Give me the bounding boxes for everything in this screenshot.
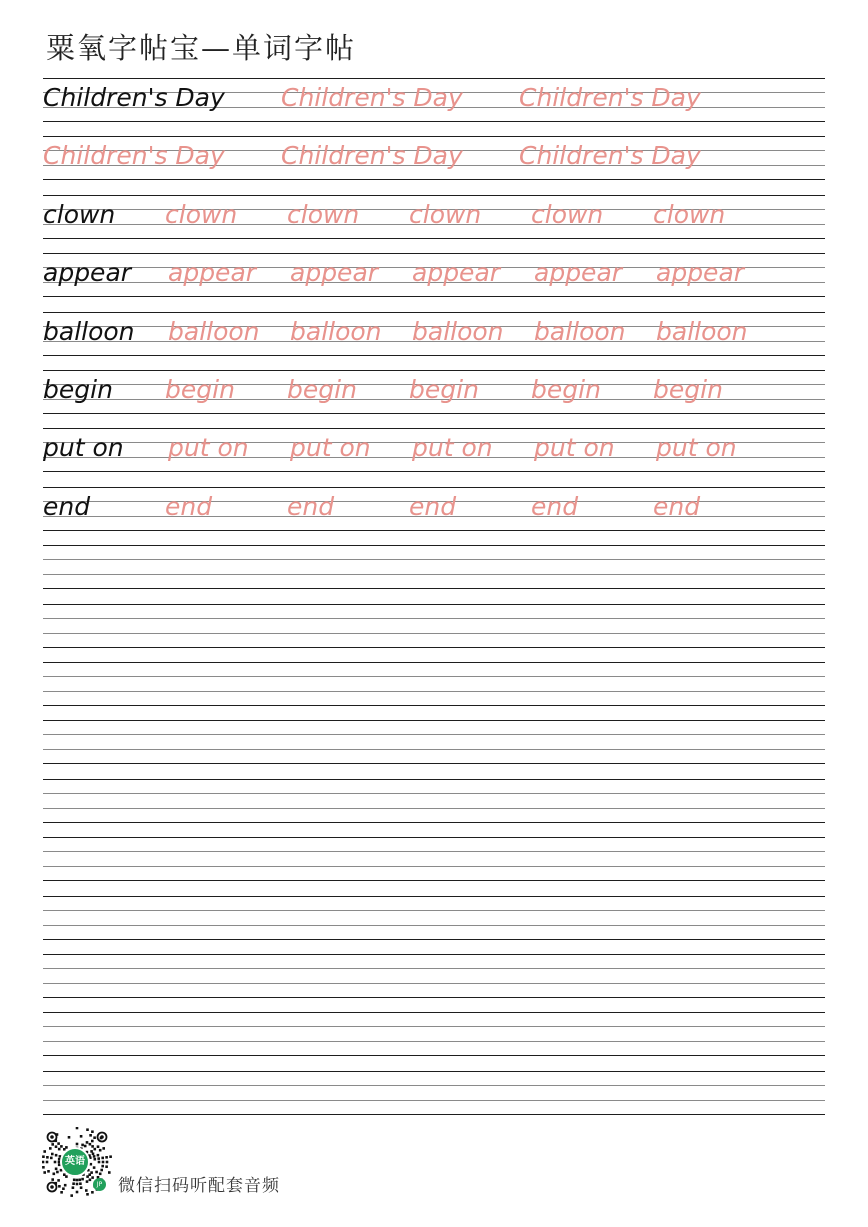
guide-line <box>43 779 825 780</box>
guide-line <box>43 238 825 239</box>
writing-row[interactable] <box>43 428 825 472</box>
qr-center-logo: 英语 <box>60 1147 90 1177</box>
model-word: clown <box>43 199 116 229</box>
guide-line <box>43 618 825 619</box>
guide-line <box>43 968 825 969</box>
guide-line <box>43 851 825 852</box>
trace-word: clown <box>531 199 604 229</box>
trace-word: balloon <box>412 316 504 346</box>
footer <box>40 1127 340 1199</box>
trace-word: begin <box>409 375 479 404</box>
guide-line <box>43 939 825 940</box>
guide-line <box>43 983 825 984</box>
guide-line <box>43 676 825 677</box>
guide-line <box>43 1041 825 1042</box>
trace-word: clown <box>165 199 238 229</box>
model-word: begin <box>43 375 113 404</box>
guide-line <box>43 355 825 356</box>
guide-line <box>43 662 825 663</box>
guide-line <box>43 1071 825 1072</box>
guide-line <box>43 253 825 254</box>
guide-line <box>43 896 825 897</box>
guide-line <box>43 1085 825 1086</box>
guide-line <box>43 837 825 838</box>
guide-line <box>43 866 825 867</box>
guide-line <box>43 78 825 79</box>
writing-row[interactable] <box>43 136 825 180</box>
guide-line <box>43 136 825 137</box>
guide-line <box>43 604 825 605</box>
guide-line <box>43 925 825 926</box>
trace-word: end <box>531 491 579 521</box>
model-word: balloon <box>43 316 135 346</box>
guide-line <box>43 647 825 648</box>
writing-row[interactable] <box>43 370 825 414</box>
writing-row-blank[interactable] <box>43 1012 825 1056</box>
writing-row[interactable] <box>43 195 825 239</box>
trace-word: clown <box>653 199 726 229</box>
writing-row[interactable] <box>43 312 825 356</box>
trace-word: put on <box>290 433 371 463</box>
writing-row-blank[interactable] <box>43 545 825 589</box>
trace-word: begin <box>531 375 601 404</box>
trace-word: Children's Day <box>281 141 463 171</box>
writing-row-blank[interactable] <box>43 1071 825 1115</box>
guide-line <box>43 530 825 531</box>
trace-word: balloon <box>290 316 382 346</box>
guide-line <box>43 370 825 371</box>
guide-line <box>43 312 825 313</box>
writing-row-blank[interactable] <box>43 662 825 706</box>
guide-line <box>43 195 825 196</box>
writing-row-blank[interactable] <box>43 896 825 940</box>
writing-row[interactable] <box>43 487 825 531</box>
trace-word: Children's Day <box>519 141 701 171</box>
guide-line <box>43 808 825 809</box>
trace-word: appear <box>534 258 623 288</box>
guide-line <box>43 749 825 750</box>
trace-word: Children's Day <box>281 83 463 112</box>
guide-line <box>43 574 825 575</box>
guide-line <box>43 1055 825 1056</box>
guide-line <box>43 705 825 706</box>
guide-line <box>43 880 825 881</box>
guide-line <box>43 428 825 429</box>
guide-line <box>43 413 825 414</box>
trace-word: end <box>653 491 701 521</box>
trace-word: put on <box>168 433 249 463</box>
trace-word: end <box>165 491 213 521</box>
guide-line <box>43 1026 825 1027</box>
footer-caption: 微信扫码听配套音频 <box>118 1176 280 1196</box>
trace-word: end <box>409 491 457 521</box>
trace-word: Children's Day <box>519 83 701 112</box>
trace-word: clown <box>409 199 482 229</box>
trace-word: balloon <box>168 316 260 346</box>
model-word: end <box>43 491 91 521</box>
trace-word: appear <box>290 258 379 288</box>
trace-word: put on <box>656 433 737 463</box>
qr-badge-icon: JP <box>93 1178 106 1191</box>
trace-word: begin <box>165 375 235 404</box>
guide-line <box>43 545 825 546</box>
trace-word: begin <box>653 375 723 404</box>
trace-word: balloon <box>534 316 626 346</box>
guide-line <box>43 997 825 998</box>
trace-word: appear <box>168 258 257 288</box>
guide-line <box>43 121 825 122</box>
writing-row-blank[interactable] <box>43 837 825 881</box>
trace-word: begin <box>287 375 357 404</box>
guide-line <box>43 793 825 794</box>
guide-line <box>43 1100 825 1101</box>
guide-line <box>43 559 825 560</box>
writing-row[interactable] <box>43 78 825 122</box>
trace-word: clown <box>287 199 360 229</box>
page-title: 粟氧字帖宝—单词字帖 <box>46 31 357 65</box>
trace-word: appear <box>656 258 745 288</box>
guide-line <box>43 1012 825 1013</box>
guide-line <box>43 763 825 764</box>
guide-line <box>43 720 825 721</box>
writing-row[interactable] <box>43 253 825 297</box>
guide-line <box>43 954 825 955</box>
trace-word: put on <box>534 433 615 463</box>
model-word: Children's Day <box>43 83 225 112</box>
trace-word: balloon <box>656 316 748 346</box>
model-word: appear <box>43 258 132 288</box>
model-word: put on <box>43 433 124 463</box>
guide-line <box>43 691 825 692</box>
writing-row-blank[interactable] <box>43 720 825 764</box>
trace-word: put on <box>412 433 493 463</box>
writing-row-blank[interactable] <box>43 604 825 648</box>
guide-line <box>43 1114 825 1115</box>
trace-word: appear <box>412 258 501 288</box>
guide-line <box>43 487 825 488</box>
guide-line <box>43 910 825 911</box>
guide-line <box>43 822 825 823</box>
guide-line <box>43 734 825 735</box>
writing-row-blank[interactable] <box>43 779 825 823</box>
writing-row-blank[interactable] <box>43 954 825 998</box>
trace-word: Children's Day <box>43 141 225 171</box>
guide-line <box>43 179 825 180</box>
guide-line <box>43 588 825 589</box>
guide-line <box>43 296 825 297</box>
guide-line <box>43 633 825 634</box>
guide-line <box>43 471 825 472</box>
trace-word: end <box>287 491 335 521</box>
